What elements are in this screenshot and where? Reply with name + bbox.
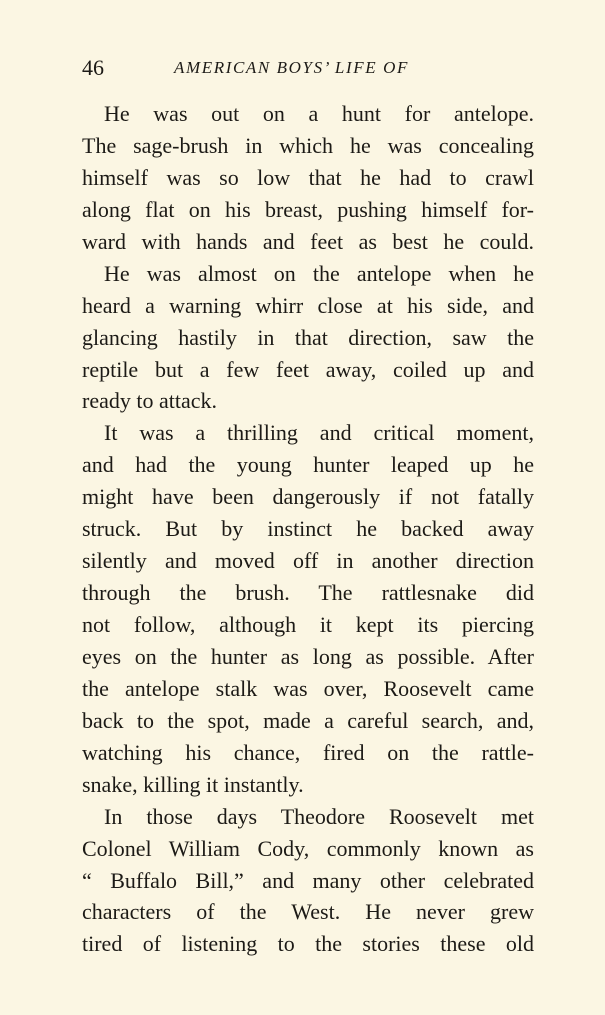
text-line: tired of listening to the stories these old: [82, 931, 534, 957]
text-line: reptile but a few feet away, coiled up and: [82, 356, 534, 382]
text-line: watching his chance, fired on the rattle-: [82, 739, 534, 765]
text-line: along flat on his breast, pushing himself for-: [82, 196, 534, 222]
text-line: back to the spot, made a careful search, and,: [82, 707, 534, 733]
text-line: snake, killing it instantly.: [82, 771, 304, 797]
text-line: the antelope stalk was over, Roosevelt came: [82, 675, 534, 701]
text-line: characters of the West. He never grew: [82, 899, 534, 925]
text-line: Colonel William Cody, commonly known as: [82, 835, 534, 861]
text-line: silently and moved off in another direction: [82, 548, 534, 574]
text-line: eyes on the hunter as long as possible. After: [82, 643, 534, 669]
running-head: AMERICAN BOYS’ LIFE OF: [174, 58, 409, 77]
text-line: “ Buffalo Bill,” and many other celebrated: [82, 867, 534, 893]
text-line: struck. But by instinct he backed away: [82, 516, 534, 542]
text-line: through the brush. The rattlesnake did: [82, 580, 534, 606]
page-header: [82, 52, 534, 84]
text-line: The sage-brush in which he was concealing: [82, 132, 534, 158]
text-line: He was out on a hunt for antelope.: [104, 101, 534, 126]
text-line: glancing hastily in that direction, saw the: [82, 324, 534, 350]
text-line: himself was so low that he had to crawl: [82, 164, 534, 190]
page-number: 46: [82, 55, 104, 80]
text-line: not follow, although it kept its piercing: [82, 612, 534, 637]
text-line: heard a warning whirr close at his side, and: [82, 292, 534, 318]
text-line: He was almost on the antelope when he: [104, 260, 534, 286]
text-line: In those days Theodore Roosevelt met: [104, 803, 534, 829]
text-line: ward with hands and feet as best he could.: [82, 228, 534, 254]
text-line: might have been dangerously if not fatally: [82, 484, 534, 510]
text-line: ready to attack.: [82, 388, 217, 414]
text-line: and had the young hunter leaped up he: [82, 452, 534, 478]
text-line: It was a thrilling and critical moment,: [104, 420, 534, 446]
body-text: [82, 98, 534, 960]
